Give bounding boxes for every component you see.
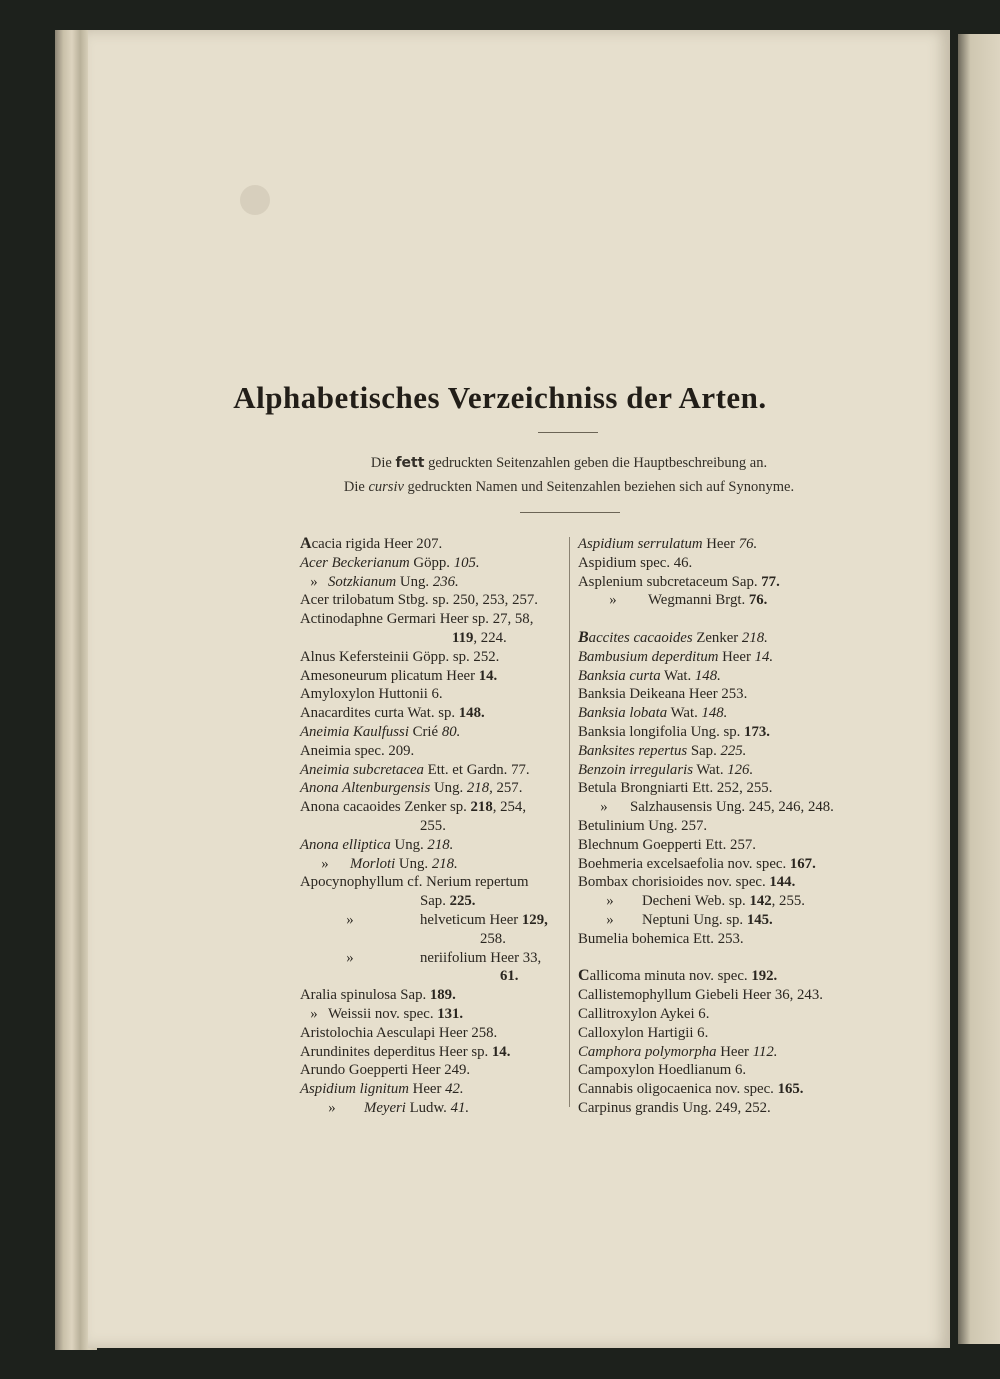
index-entry: Amyloxylon Huttonii 6. <box>300 686 443 703</box>
index-entry: Aspidium spec. 46. <box>578 554 693 571</box>
index-entry: Acer Beckerianum Göpp. 105. <box>300 554 480 571</box>
index-entry: Aneimia spec. 209. <box>300 742 415 759</box>
index-entry: Anona elliptica Ung. 218. <box>300 836 454 853</box>
index-entry: Anona Altenburgensis Ung. 218, 257. <box>300 780 523 797</box>
index-entry: » Neptuni Ung. sp. 145. <box>606 911 773 928</box>
index-entry: » Sotzkianum Ung. 236. <box>310 573 459 590</box>
index-entry: Carpinus grandis Ung. 249, 252. <box>578 1099 771 1116</box>
index-entry: Campoxylon Hoedlianum 6. <box>578 1062 747 1079</box>
index-entry-continuation: Sap. 225. <box>420 893 476 910</box>
blank-line <box>578 610 853 629</box>
index-entry: Callicoma minuta nov. spec. 192. <box>578 967 778 985</box>
facing-page-edge <box>958 34 1000 1344</box>
index-entry: Betulinium Ung. 257. <box>578 817 708 834</box>
index-entry: Aspidium lignitum Heer 42. <box>300 1081 464 1098</box>
index-entry: Banksia longifolia Ung. sp. 173. <box>578 723 770 740</box>
index-entry: Banksia lobata Wat. 148. <box>578 705 728 722</box>
index-entry: » Wegmanni Brgt. 76. <box>609 592 768 609</box>
index-entry: Boehmeria excelsaefolia nov. spec. 167. <box>578 855 816 872</box>
index-entry: Camphora polymorpha Heer 112. <box>578 1043 778 1060</box>
index-entry: Arundinites deperditus Heer sp. 14. <box>300 1043 511 1060</box>
index-entry: Aralia spinulosa Sap. 189. <box>300 987 456 1004</box>
index-entry: Arundo Goepperti Heer 249. <box>300 1062 471 1079</box>
index-entry: Bambusium deperditum Heer 14. <box>578 648 774 665</box>
index-entry: » Weissii nov. spec. 131. <box>310 1005 464 1022</box>
title-rule <box>538 432 598 433</box>
note-line-1: Die fett gedruckten Seitenzahlen geben die Hauptbeschreibung an. <box>370 455 768 471</box>
index-entry: Banksia curta Wat. 148. <box>578 667 721 684</box>
index-entry: » helveticum Heer 129, <box>346 911 548 928</box>
index-entry: Baccites cacaoides Zenker 218. <box>578 628 768 646</box>
index-entry: Callistemophyllum Giebeli Heer 36, 243. <box>578 987 823 1004</box>
index-entry: Bumelia bohemica Ett. 253. <box>578 930 744 947</box>
blank-line <box>578 949 853 968</box>
index-entry: Banksia Deikeana Heer 253. <box>578 686 748 703</box>
index-entry: Blechnum Goepperti Ett. 257. <box>578 836 756 853</box>
index-entry: Aneimia subcretacea Ett. et Gardn. 77. <box>300 761 530 778</box>
index-entry: Callitroxylon Aykei 6. <box>578 1005 710 1022</box>
index-entry: Anacardites curta Wat. sp. 148. <box>300 705 485 722</box>
index-entry: Asplenium subcretaceum Sap. 77. <box>578 573 780 590</box>
note-rule <box>520 512 620 513</box>
index-entry: Acacia rigida Heer 207. <box>300 535 443 552</box>
index-column-left <box>300 535 565 1118</box>
index-entry: Bombax chorisioides nov. spec. 144. <box>578 874 796 891</box>
index-entry: Acer trilobatum Stbg. sp. 250, 253, 257. <box>300 592 538 609</box>
index-entry: Benzoin irregularis Wat. 126. <box>578 761 754 778</box>
index-entry: Aristolochia Aesculapi Heer 258. <box>300 1024 498 1041</box>
index-entry: Amesoneurum plicatum Heer 14. <box>300 667 498 684</box>
index-entry: » Salzhausensis Ung. 245, 246, 248. <box>600 799 834 816</box>
index-entry: Anona cacaoides Zenker sp. 218, 254, <box>300 799 527 816</box>
index-entry-continuation: 255. <box>420 817 446 834</box>
index-entry: Alnus Kefersteinii Göpp. sp. 252. <box>300 648 500 665</box>
index-entry: Betula Brongniarti Ett. 252, 255. <box>578 780 773 797</box>
index-entry: » Decheni Web. sp. 142, 255. <box>606 893 805 910</box>
index-entry-continuation: 119, 224. <box>452 629 507 646</box>
note-line-2: Die cursiv gedruckten Namen und Seitenzahlen beziehen sich auf Synonyme. <box>343 479 795 495</box>
index-entry: Cannabis oligocaenica nov. spec. 165. <box>578 1081 804 1098</box>
index-entry: » Morloti Ung. 218. <box>321 855 458 872</box>
column-divider <box>569 537 570 1107</box>
index-entry: Aspidium serrulatum Heer 76. <box>578 536 758 552</box>
index-entry: Aneimia Kaulfussi Crié 80. <box>300 723 461 740</box>
index-entry-continuation: 258. <box>480 930 506 947</box>
index-entry: Calloxylon Hartigii 6. <box>578 1024 709 1041</box>
page-title: Alphabetisches Verzeichniss der Arten. <box>233 380 767 415</box>
index-entry: Actinodaphne Germari Heer sp. 27, 58, <box>300 611 534 628</box>
index-entry: Banksites repertus Sap. 225. <box>578 742 747 759</box>
index-entry: Apocynophyllum cf. Nerium repertum <box>300 874 529 891</box>
index-entry: » neriifolium Heer 33, <box>346 949 542 966</box>
index-column-right <box>578 535 853 1118</box>
paper-stain <box>240 185 270 215</box>
index-entry: » Meyeri Ludw. 41. <box>328 1099 470 1116</box>
index-entry-continuation: 61. <box>500 968 519 985</box>
